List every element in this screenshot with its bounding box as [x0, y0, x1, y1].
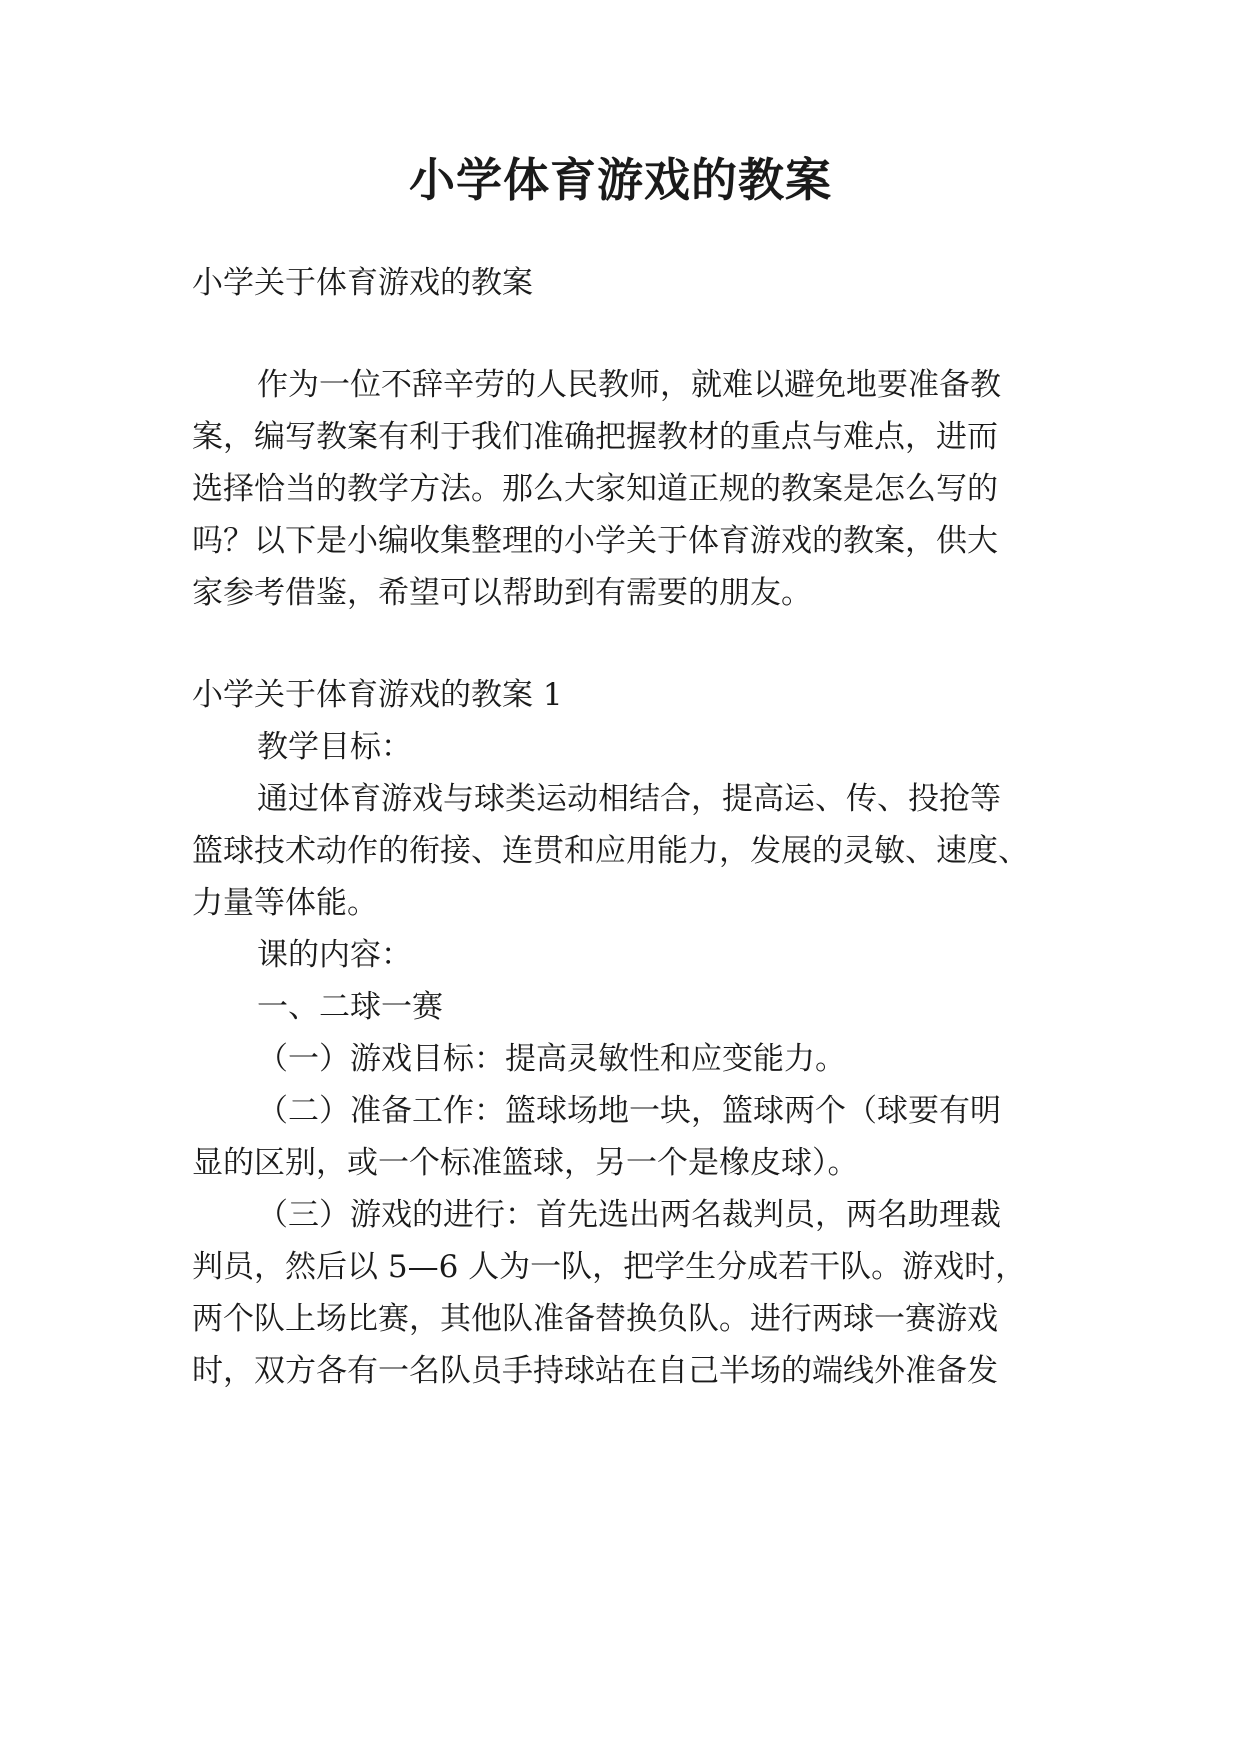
game-goal: （一）游戏目标：提高灵敏性和应变能力。: [257, 1041, 846, 1077]
intro-line-3: 选择恰当的教学方法。那么大家知道正规的教案是怎么写的: [192, 471, 998, 507]
objective-line-1: 通过体育游戏与球类运动相结合，提高运、传、投抢等: [257, 781, 1001, 817]
intro-line-1: 作为一位不辞辛劳的人民教师，就难以避免地要准备教: [257, 367, 1001, 403]
procedure-line-3: 两个队上场比赛，其他队准备替换负队。进行两球一赛游戏: [192, 1301, 998, 1337]
preparation-line-1: （二）准备工作：篮球场地一块，篮球两个（球要有明: [257, 1093, 1001, 1129]
preparation-line-2: 显的区别，或一个标准篮球，另一个是橡皮球）。: [192, 1145, 859, 1181]
intro-line-5: 家参考借鉴，希望可以帮助到有需要的朋友。: [192, 575, 812, 611]
item-heading: 一、二球一赛: [257, 989, 443, 1025]
procedure-line-1: （三）游戏的进行：首先选出两名裁判员，两名助理裁: [257, 1197, 1001, 1233]
intro-line-4: 吗？以下是小编收集整理的小学关于体育游戏的教案，供大: [192, 523, 998, 559]
procedure-line-2: 判员，然后以 5—6 人为一队，把学生分成若干队。游戏时，: [192, 1249, 1027, 1285]
procedure-line-4: 时，双方各有一名队员手持球站在自己半场的端线外准备发: [192, 1353, 998, 1389]
content-label: 课的内容：: [257, 937, 412, 973]
objective-line-2: 篮球技术动作的衔接、连贯和应用能力，发展的灵敏、速度、: [192, 833, 1029, 869]
section-heading: 小学关于体育游戏的教案 1: [192, 677, 563, 713]
intro-line-2: 案，编写教案有利于我们准确把握教材的重点与难点，进而: [192, 419, 998, 455]
subtitle: 小学关于体育游戏的教案: [192, 265, 533, 301]
document-title: 小学体育游戏的教案: [409, 153, 832, 207]
objective-line-3: 力量等体能。: [192, 885, 378, 921]
objective-label: 教学目标：: [257, 729, 412, 765]
